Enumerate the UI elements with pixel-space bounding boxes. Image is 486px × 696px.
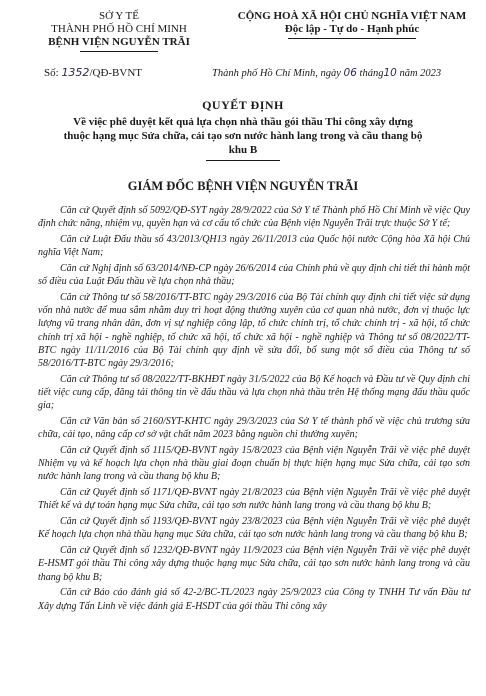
- legal-basis-paragraph: Căn cứ Thông tư số 58/2016/TT-BTC ngày 29/3/2016 của Bộ Tài chính quy định chi tiết việc sử dụng vốn nhà nước để mua sắm nhằm duy trì hoạt động thường xuyên của cơ quan nhà nước, đơn vị thuộc lực lượng vũ trang nhân dân, đơn vị sự nghiệp công lập, tổ chức chính trị, tổ chức chính trị - xã hội, tổ chức chính trị xã hội - nghề nghiệp, tổ chức xã hội, tổ chức xã hội - nghề nghiệp và Thông tư số 08/2022/TT-BTC ngày 11/11/2016 của Bộ Tài chính quy định về sửa đổi, bổ sung một số điều của Thông tư số 58/2016/TT-BTC ngày 29/3/2016;: [38, 292, 470, 370]
- issuing-agency-block: [14, 10, 224, 52]
- document-title: QUYẾT ĐỊNH: [202, 98, 284, 112]
- document-body: [38, 204, 470, 615]
- legal-basis-paragraph: Căn cứ Quyết định số 5092/QĐ-SYT ngày 28/9/2022 của Sở Y tế Thành phố Hồ Chí Minh về việc Quy định chức năng, nhiệm vụ, quyền hạn và cơ cấu tổ chức của Bệnh viện Nguyễn Trãi trực thuộc Sở Y tế;: [38, 205, 470, 230]
- date-month-label: tháng: [359, 68, 384, 79]
- agency-underline: [80, 51, 158, 52]
- agency-line-2: THÀNH PHỐ HỒ CHÍ MINH: [51, 23, 187, 35]
- director-heading: GIÁM ĐỐC BỆNH VIỆN NGUYỄN TRÃI: [127, 179, 359, 193]
- national-title: CỘNG HOÀ XÃ HỘI CHỦ NGHĨA VIỆT NAM: [237, 10, 467, 22]
- legal-basis-paragraph: Căn cứ Văn bản số 2160/SYT-KHTC ngày 29/3/2023 của Sở Y tế thành phố về việc chủ trương sửa chữa, cải tạo, nâng cấp cơ sở vật chất năm 2023 bằng nguồn chi thường xuyên;: [38, 416, 470, 441]
- date-prefix: Thành phố Hồ Chí Minh, ngày: [212, 68, 341, 79]
- legal-basis-paragraph: Căn cứ Luật Đấu thầu số 43/2013/QH13 ngày 26/11/2013 của Quốc hội nước Cộng hòa Xã hội Chủ nghĩa Việt Nam;: [38, 234, 470, 259]
- national-header-block: [222, 10, 482, 39]
- doc-number-prefix: Số:: [44, 67, 59, 79]
- document-date: [212, 67, 441, 79]
- agency-name: BỆNH VIỆN NGUYỄN TRÃI: [48, 36, 190, 48]
- agency-line-1: SỞ Y TẾ: [99, 10, 139, 22]
- legal-basis-paragraph: Căn cứ Quyết định số 1171/QĐ-BVNT ngày 21/8/2023 của Bệnh viện Nguyễn Trãi về việc phê duyệt Thiết kế và dự toán hạng mục Sửa chữa, cải tạo sơn nước hành lang trong và cầu thang bộ khu B;: [38, 487, 470, 512]
- legal-basis-paragraph: Căn cứ Báo cáo đánh giá số 42-2/BC-TL/2023 ngày 25/9/2023 của Công ty TNHH Tư vấn Đầu tư Xây dựng Tấn Linh về việc đánh giá E-HSDT của gói thầu Thi công xây: [38, 587, 470, 612]
- doc-number-suffix: /QĐ-BVNT: [89, 67, 142, 79]
- doc-number-handwritten: 1352: [61, 66, 90, 79]
- document-number: [44, 66, 142, 79]
- national-motto: Độc lập - Tự do - Hạnh phúc: [284, 23, 420, 35]
- legal-basis-paragraph: Căn cứ Quyết định số 1115/QĐ-BVNT ngày 15/8/2023 của Bệnh viện Nguyễn Trãi về việc phê duyệt Nhiệm vụ và kế hoạch lựa chọn nhà thầu giai đoạn chuẩn bị thực hiện hạng mục Sửa chữa, cải tạo sơn nước hành lang trong và cầu thang bộ khu B;: [38, 445, 470, 483]
- subject-underline: [206, 160, 280, 161]
- motto-underline: [288, 38, 416, 39]
- date-month: 10: [383, 67, 397, 79]
- legal-basis-paragraph: Căn cứ Quyết định số 1232/QĐ-BVNT ngày 11/9/2023 của Bệnh viện Nguyễn Trãi về việc phê duyệt E-HSMT gói thầu Thi công xây dựng thuộc hạng mục Sửa chữa, cải tạo sơn nước hành lang trong và cầu thang bộ khu B;: [38, 545, 470, 583]
- legal-basis-paragraph: Căn cứ Quyết định số 1193/QĐ-BVNT ngày 23/8/2023 của Bệnh viện Nguyễn Trãi về việc phê duyệt Kế hoạch lựa chọn nhà thầu hạng mục Sửa chữa, cải tạo sơn nước hành lang trong và cầu thang bộ khu B;: [38, 516, 470, 541]
- legal-basis-paragraph: Căn cứ Thông tư số 08/2022/TT-BKHĐT ngày 31/5/2022 của Bộ Kế hoạch và Đầu tư về Quy định chi tiết việc cung cấp, đăng tải thông tin về đấu thầu và lựa chọn nhà thầu trên Hệ thống mạng đấu thầu quốc gia;: [38, 373, 470, 412]
- legal-basis-paragraph: Căn cứ Nghị định số 63/2014/NĐ-CP ngày 26/6/2014 của Chính phủ về quy định chi tiết thi hành một số điều của Luật Đấu thầu về lựa chọn nhà thầu;: [38, 263, 470, 288]
- document-subject: Về việc phê duyệt kết quả lựa chọn nhà thầu gói thầu Thi công xây dựng thuộc hạng mục Sửa chữa, cải tạo sơn nước hành lang trong và cầu thang bộ khu B: [63, 116, 423, 156]
- date-year: năm 2023: [399, 68, 442, 79]
- date-day: 06: [343, 67, 357, 79]
